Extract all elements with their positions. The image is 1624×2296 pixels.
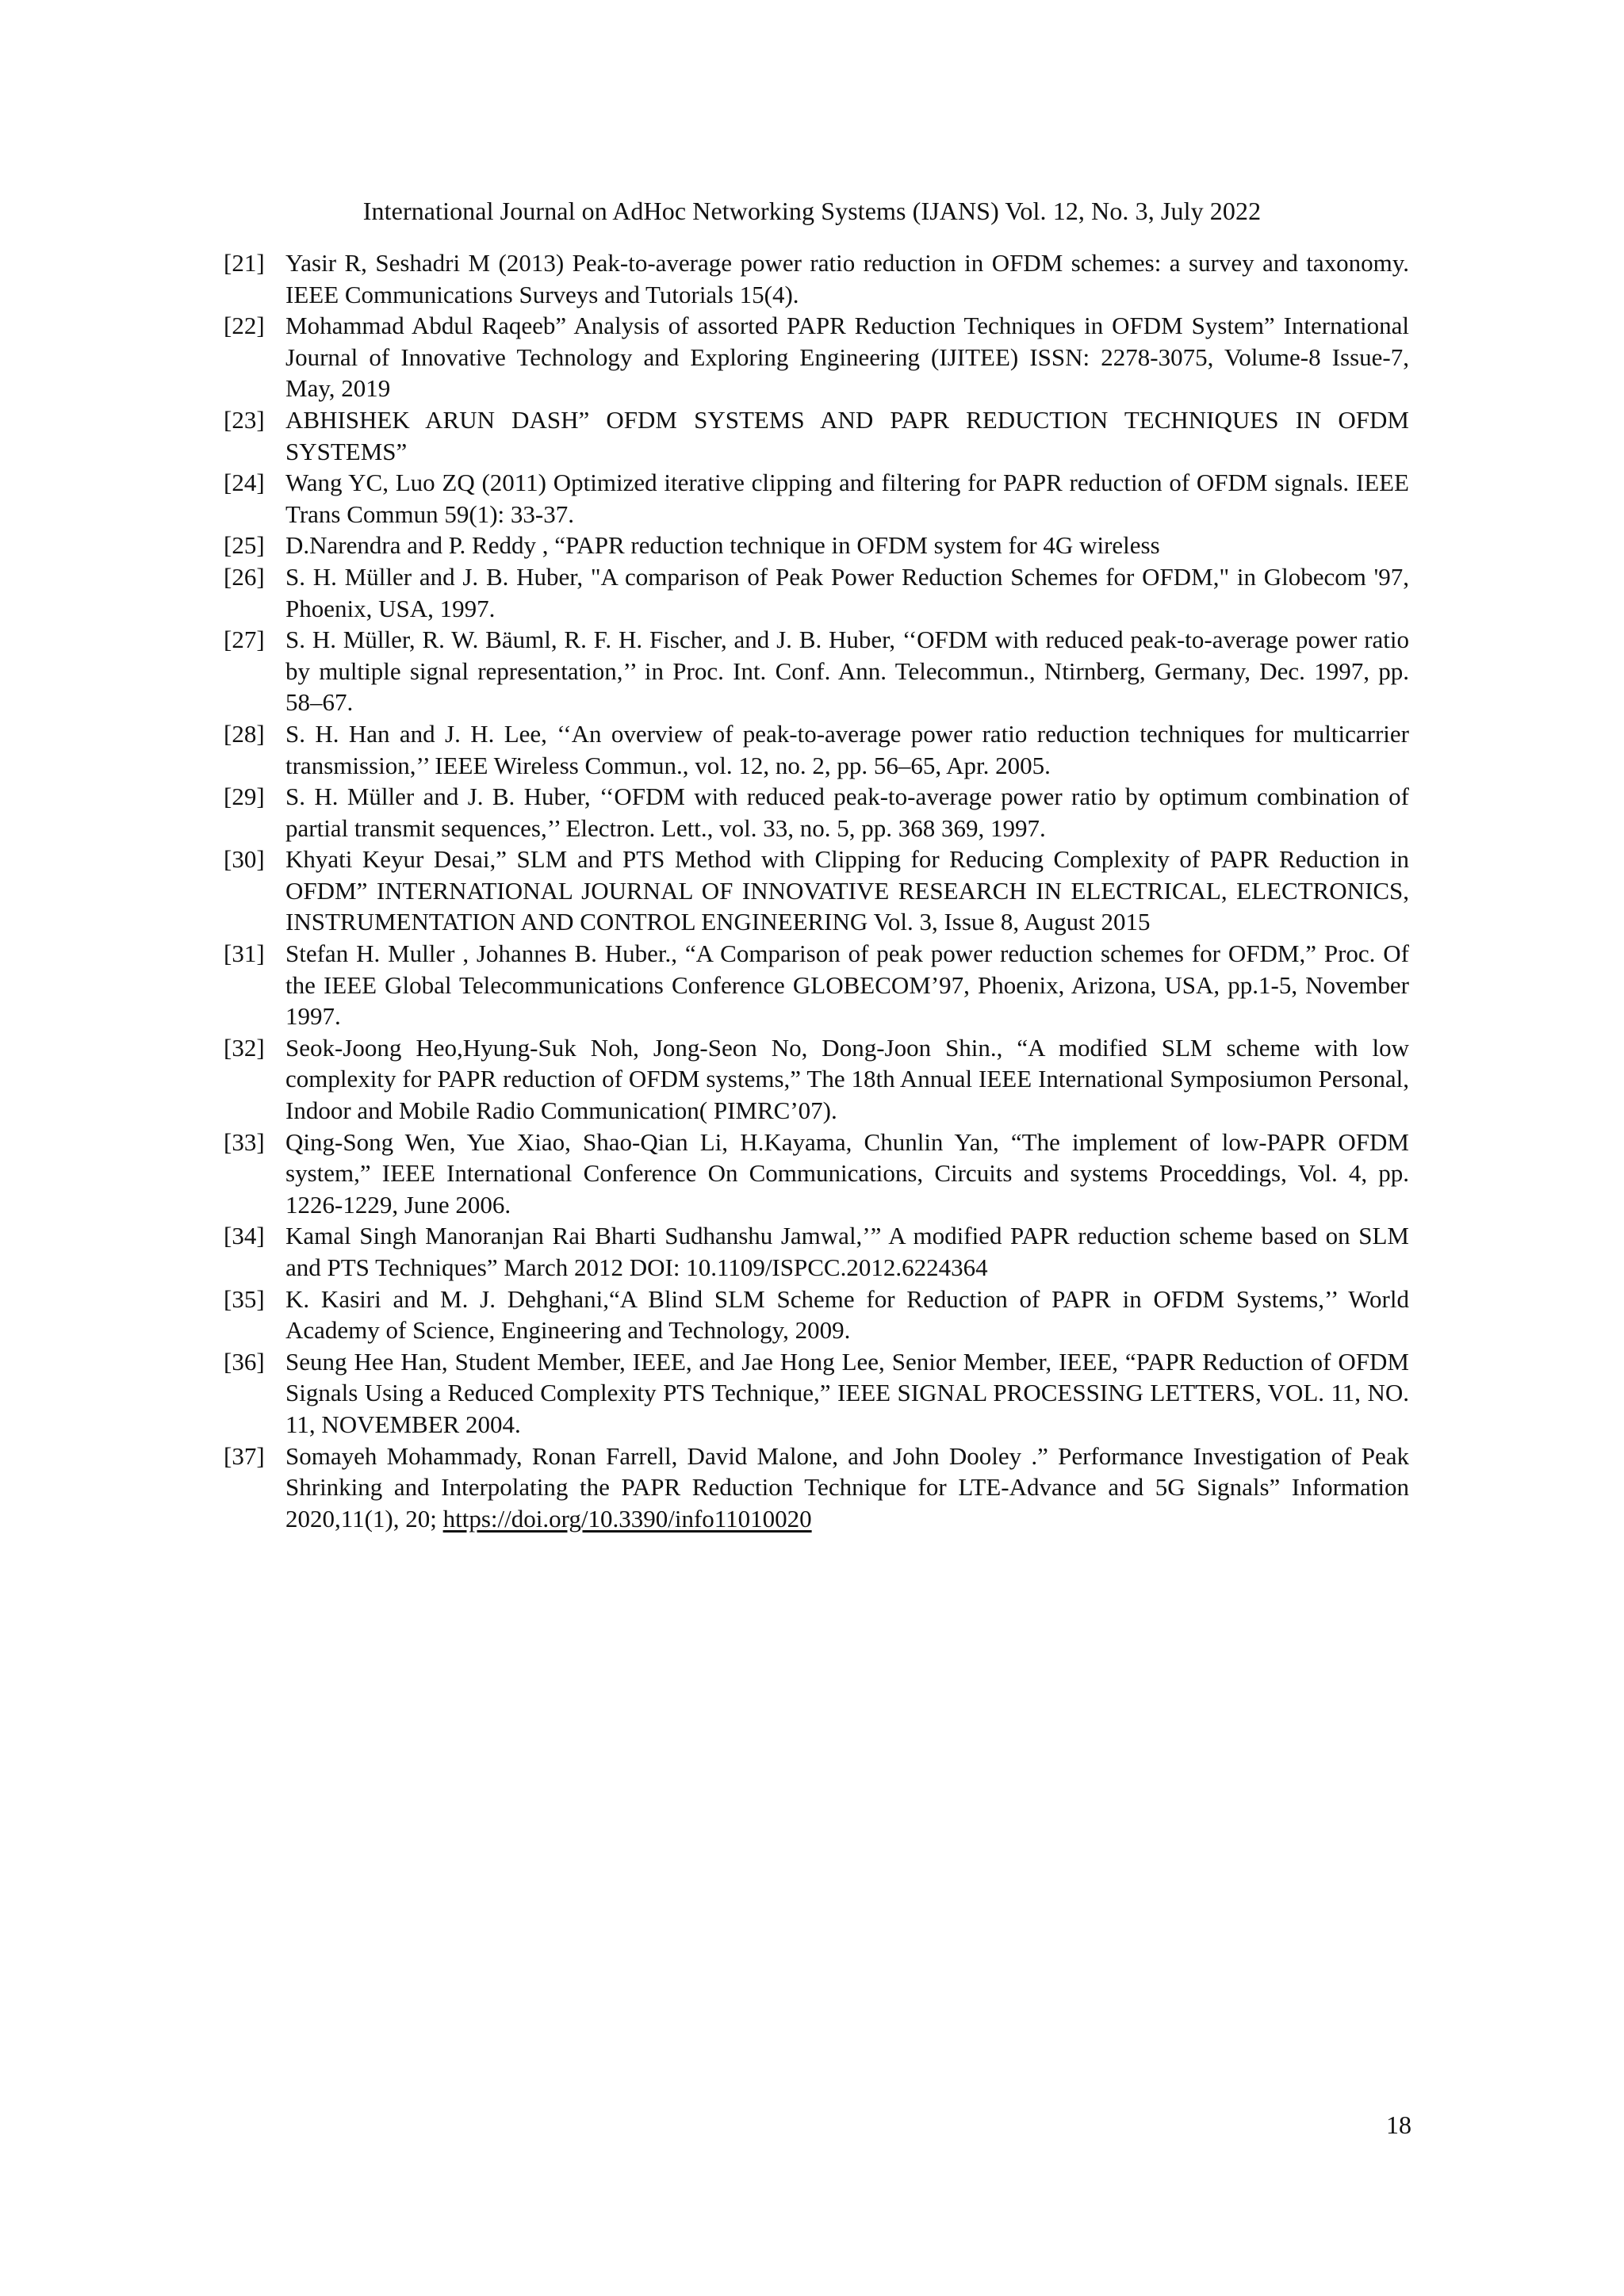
reference-number: [30] bbox=[224, 845, 265, 874]
reference-number: [34] bbox=[224, 1222, 265, 1250]
reference-text: Wang YC, Luo ZQ (2011) Optimized iterative clipping and filtering for PAPR reduction of OFDM signals. IEEE Trans Commun 59(1): 33-37. bbox=[285, 469, 1409, 528]
reference-text: S. H. Müller and J. B. Huber, ‘‘OFDM with reduced peak-to-average power ratio by optimum combination of partial transmit sequences,’’ Electron. Lett., vol. 33, no. 5, pp. 368 369, 1997. bbox=[285, 783, 1409, 842]
reference-text: S. H. Müller and J. B. Huber, "A comparison of Peak Power Reduction Schemes for OFDM," in Globecom '97, Phoenix, USA, 1997. bbox=[285, 562, 1409, 622]
reference-item bbox=[224, 844, 1409, 938]
reference-number: [35] bbox=[224, 1284, 265, 1313]
reference-item bbox=[224, 561, 1409, 624]
reference-item bbox=[224, 1127, 1409, 1221]
reference-text: Kamal Singh Manoranjan Rai Bharti Sudhanshu Jamwal,’” A modified PAPR reduction scheme based on SLM and PTS Techniques” March 2012 DOI: 10.1109/ISPCC.2012.6224364 bbox=[285, 1222, 1409, 1281]
reference-item bbox=[224, 718, 1409, 781]
reference-number: [21] bbox=[224, 249, 265, 277]
reference-number: [22] bbox=[224, 312, 265, 340]
reference-number: [24] bbox=[224, 469, 265, 497]
reference-number: [23] bbox=[224, 405, 265, 434]
reference-item bbox=[224, 1220, 1409, 1283]
reference-text: ABHISHEK ARUN DASH” OFDM SYSTEMS AND PAPR REDUCTION TECHNIQUES IN OFDM SYSTEMS” bbox=[285, 405, 1409, 465]
reference-item bbox=[224, 781, 1409, 844]
reference-item bbox=[224, 247, 1409, 310]
reference-text: K. Kasiri and M. J. Dehghani,“A Blind SLM Scheme for Reduction of PAPR in OFDM Systems,’’ World Academy of Science, Engineering and Technology, 2009. bbox=[285, 1284, 1409, 1345]
reference-number: [33] bbox=[224, 1127, 265, 1156]
reference-item bbox=[224, 1284, 1409, 1346]
reference-number: [36] bbox=[224, 1347, 265, 1376]
reference-list bbox=[224, 247, 1409, 1534]
reference-item bbox=[224, 1032, 1409, 1127]
reference-text: Qing-Song Wen, Yue Xiao, Shao-Qian Li, H.Kayama, Chunlin Yan, “The implement of low-PAPR OFDM system,” IEEE International Conference On Communications, Circuits and systems Proceddings, Vol. 4, pp. 1226-1229, June 2006. bbox=[285, 1127, 1409, 1219]
reference-item bbox=[224, 467, 1409, 530]
reference-text-with-link bbox=[285, 1441, 1409, 1535]
reference-number: [27] bbox=[224, 626, 265, 654]
reference-item bbox=[224, 624, 1409, 718]
reference-text: Stefan H. Muller , Johannes B. Huber., “A Comparison of peak power reduction schemes for OFDM,” Proc. Of the IEEE Global Telecommunications Conference GLOBECOM’97, Phoenix, Arizona, USA, pp.1-5, November 1997. bbox=[285, 939, 1409, 1031]
reference-number: [25] bbox=[224, 531, 265, 560]
reference-number: [26] bbox=[224, 562, 265, 591]
reference-item bbox=[224, 404, 1409, 467]
reference-text: S. H. Han and J. H. Lee, ‘‘An overview of peak-to-average power ratio reduction techniques for multicarrier transmission,’’ IEEE Wireless Commun., vol. 12, no. 2, pp. 56–65, Apr. 2005. bbox=[285, 719, 1409, 779]
reference-item bbox=[224, 310, 1409, 404]
reference-number: [37] bbox=[224, 1441, 265, 1470]
reference-number: [29] bbox=[224, 783, 265, 811]
reference-text: D.Narendra and P. Reddy , “PAPR reduction technique in OFDM system for 4G wireless bbox=[285, 531, 1160, 560]
reference-item bbox=[224, 1441, 1409, 1535]
reference-text: Mohammad Abdul Raqeeb” Analysis of assorted PAPR Reduction Techniques in OFDM System” International Journal of Innovative Technology and Exploring Engineering (IJITEE) ISSN: 2278-3075, Volume-8 Issue-7, May, 2019 bbox=[285, 312, 1409, 403]
reference-number: [32] bbox=[224, 1033, 265, 1062]
journal-header: International Journal on AdHoc Networking Systems (IJANS) Vol. 12, No. 3, July 2022 bbox=[362, 197, 1262, 225]
page-number: 18 bbox=[1386, 2110, 1411, 2139]
reference-text: Seung Hee Han, Student Member, IEEE, and Jae Hong Lee, Senior Member, IEEE, “PAPR Reduction of OFDM Signals Using a Reduced Complexity PTS Technique,” IEEE SIGNAL PROCESSING LETTERS, VOL. 11, NO. 11, NOVEMBER 2004. bbox=[285, 1347, 1409, 1438]
reference-item bbox=[224, 938, 1409, 1032]
reference-text: S. H. Müller, R. W. Bäuml, R. F. H. Fischer, and J. B. Huber, ‘‘OFDM with reduced peak-to-average power ratio by multiple signal representation,’’ in Proc. Int. Conf. Ann. Telecommun., Ntirnberg, Germany, Dec. 1997, pp. 58–67. bbox=[285, 626, 1409, 717]
doi-link[interactable]: https://doi.org/10.3390/info11010020 bbox=[442, 1504, 812, 1533]
reference-text: Yasir R, Seshadri M (2013) Peak-to-average power ratio reduction in OFDM schemes: a survey and taxonomy. IEEE Communications Surveys and Tutorials 15(4). bbox=[285, 249, 1409, 308]
reference-text: Somayeh Mohammady, Ronan Farrell, David Malone, and John Dooley .” Performance Investigation of Peak Shrinking and Interpolating the PAPR Reduction Technique for LTE-Advance and 5G Signals” Information 2020,11(1), 20; bbox=[285, 1441, 1409, 1533]
reference-text: Khyati Keyur Desai,” SLM and PTS Method with Clipping for Reducing Complexity of PAPR Reduction in OFDM” INTERNATIONAL JOURNAL OF INNOVATIVE RESEARCH IN ELECTRICAL, ELECTRONICS, INSTRUMENTATION AND CONTROL ENGINEERING Vol. 3, Issue 8, August 2015 bbox=[285, 845, 1409, 936]
reference-item bbox=[224, 1346, 1409, 1441]
reference-number: [31] bbox=[224, 939, 265, 968]
reference-number: [28] bbox=[224, 719, 265, 748]
reference-text: Seok-Joong Heo,Hyung-Suk Noh, Jong-Seon No, Dong-Joon Shin., “A modified SLM scheme with low complexity for PAPR reduction of OFDM systems,” The 18th Annual IEEE International Symposiumon Personal, Indoor and Mobile Radio Communication( PIMRC’07). bbox=[285, 1033, 1409, 1125]
reference-item bbox=[224, 530, 1409, 561]
